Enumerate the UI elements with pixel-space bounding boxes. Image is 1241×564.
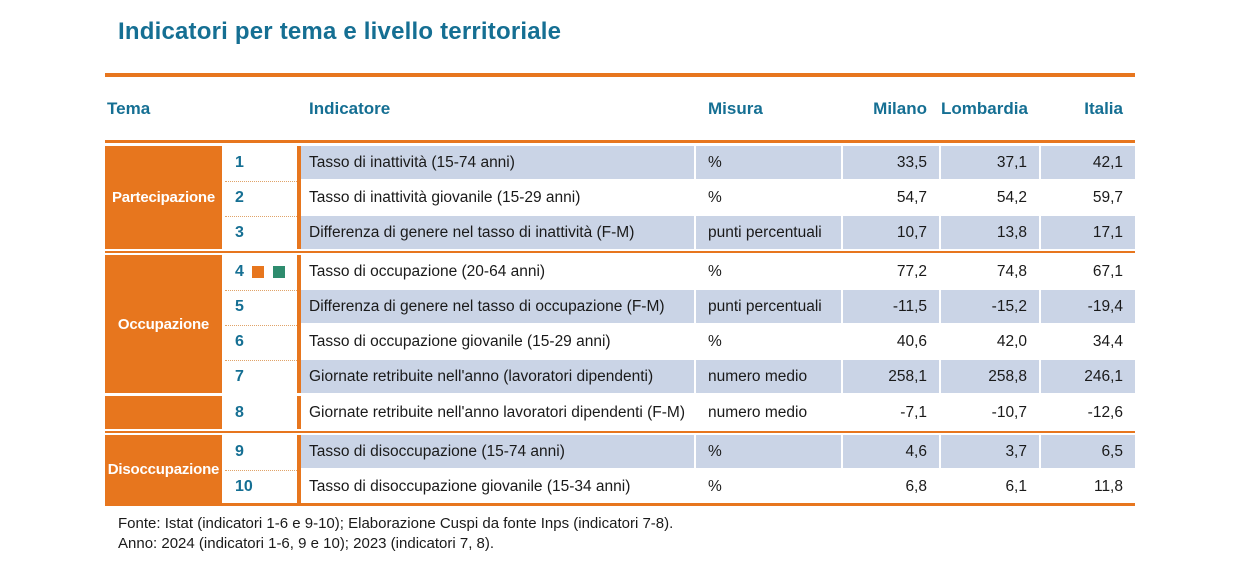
lombardia-value: 258,8: [941, 360, 1039, 393]
indicator-name: Giornate retribuite nell'anno (lavoratori dipendenti): [301, 360, 694, 393]
table-row: [301, 435, 1135, 468]
indicator-name: Tasso di disoccupazione (15-74 anni): [301, 435, 694, 468]
indicator-number-label: 8: [235, 403, 244, 421]
indicator-number-label: 7: [235, 368, 244, 385]
indicator-number-label: 1: [235, 153, 244, 171]
indicator-name: Giornate retribuite nell'anno lavoratori dipendenti (F-M): [301, 396, 694, 429]
measure-value: %: [696, 181, 841, 214]
indicator-number-label: 3: [235, 224, 244, 241]
italia-value: 246,1: [1041, 360, 1135, 393]
header-indicatore: Indicatore: [309, 98, 391, 118]
measure-value: numero medio: [696, 396, 841, 429]
milano-value: 54,7: [843, 181, 939, 214]
italia-value: 6,5: [1041, 435, 1135, 468]
indicator-number-label: 5: [235, 298, 244, 315]
header-misura: Misura: [708, 98, 763, 118]
italia-value: 17,1: [1041, 216, 1135, 249]
header-italia: Italia: [1084, 98, 1123, 118]
indicator-number: [225, 216, 297, 249]
italia-value: 67,1: [1041, 255, 1135, 288]
header-milano: Milano: [873, 98, 927, 118]
indicator-number: [225, 396, 297, 429]
table-row: [301, 216, 1135, 249]
group-rows: [301, 435, 1135, 503]
table-row: [301, 470, 1135, 503]
italia-value: 42,1: [1041, 146, 1135, 179]
group-separator: [105, 251, 1135, 253]
measure-value: %: [696, 325, 841, 358]
table-row: [301, 181, 1135, 214]
measure-value: %: [696, 146, 841, 179]
measure-value: punti percentuali: [696, 290, 841, 323]
indicator-number: [225, 146, 297, 179]
milano-value: 10,7: [843, 216, 939, 249]
group-rows: [301, 146, 1135, 249]
table-body: [105, 146, 1135, 506]
indicator-number-label: 10: [235, 478, 253, 495]
indicator-name: Differenza di genere nel tasso di occupazione (F-M): [301, 290, 694, 323]
indicator-name: Tasso di inattività (15-74 anni): [301, 146, 694, 179]
theme-group-partecipazione: [105, 146, 1135, 249]
indicator-name: Tasso di occupazione giovanile (15-29 anni): [301, 325, 694, 358]
indicator-number-column: [225, 396, 297, 429]
theme-cell-partecipazione: Partecipazione: [105, 146, 222, 249]
page: [0, 18, 1241, 564]
italia-value: -12,6: [1041, 396, 1135, 429]
theme-cell-empty: [105, 396, 222, 429]
indicator-number: [225, 290, 297, 323]
table-row: [301, 146, 1135, 179]
header-lombardia: Lombardia: [941, 98, 1028, 118]
table-row: [301, 325, 1135, 358]
lombardia-value: 3,7: [941, 435, 1039, 468]
lombardia-value: 54,2: [941, 181, 1039, 214]
milano-value: 258,1: [843, 360, 939, 393]
theme-group-occupazione-continued: [105, 396, 1135, 429]
indicator-number-label: 4: [235, 262, 244, 280]
theme-group-occupazione: [105, 255, 1135, 393]
italia-value: 11,8: [1041, 470, 1135, 503]
milano-value: 4,6: [843, 435, 939, 468]
italia-value: 34,4: [1041, 325, 1135, 358]
milano-value: 33,5: [843, 146, 939, 179]
measure-value: %: [696, 435, 841, 468]
lombardia-value: 74,8: [941, 255, 1039, 288]
indicator-name: Tasso di disoccupazione giovanile (15-34 anni): [301, 470, 694, 503]
indicator-number-label: 6: [235, 333, 244, 350]
measure-value: %: [696, 470, 841, 503]
table-header-row: [105, 77, 1135, 140]
table-row: [301, 255, 1135, 288]
indicators-table: [105, 73, 1135, 506]
indicator-number: [225, 360, 297, 393]
footnote-year: Anno: 2024 (indicatori 1-6, 9 e 10); 2023 (indicatori 7, 8).: [118, 535, 495, 552]
table-bottom-rule: [105, 503, 1135, 506]
lombardia-value: 6,1: [941, 470, 1039, 503]
indicator-number: [225, 325, 297, 358]
table-footnotes: [118, 514, 1241, 554]
measure-value: punti percentuali: [696, 216, 841, 249]
milano-value: -7,1: [843, 396, 939, 429]
lombardia-value: 42,0: [941, 325, 1039, 358]
milano-value: 6,8: [843, 470, 939, 503]
table-row: [301, 396, 1135, 429]
italia-value: 59,7: [1041, 181, 1135, 214]
group-rows: [301, 396, 1135, 429]
indicator-number: [225, 435, 297, 468]
indicator-number: [225, 181, 297, 214]
header-bottom-rule: [105, 140, 1135, 143]
table-row: [301, 360, 1135, 393]
milano-value: 40,6: [843, 325, 939, 358]
footnote-source: Fonte: Istat (indicatori 1-6 e 9-10); Elaborazione Cuspi da fonte Inps (indicatori 7-8).: [118, 515, 674, 532]
green-square-icon: [273, 266, 285, 278]
italia-value: -19,4: [1041, 290, 1135, 323]
indicator-number-column: [225, 435, 297, 503]
measure-value: %: [696, 255, 841, 288]
indicator-name: Differenza di genere nel tasso di inattività (F-M): [301, 216, 694, 249]
indicator-name: Tasso di inattività giovanile (15-29 anni): [301, 181, 694, 214]
indicator-name: Tasso di occupazione (20-64 anni): [301, 255, 694, 288]
indicator-number-label: 2: [235, 189, 244, 206]
lombardia-value: -15,2: [941, 290, 1039, 323]
theme-group-disoccupazione: [105, 435, 1135, 503]
group-rows: [301, 255, 1135, 393]
lombardia-value: 13,8: [941, 216, 1039, 249]
indicator-number: [225, 255, 297, 288]
lombardia-value: -10,7: [941, 396, 1039, 429]
indicator-number: [225, 470, 297, 503]
header-tema: Tema: [107, 98, 151, 118]
group-separator: [105, 431, 1135, 433]
theme-cell-disoccupazione: Disoccupazione: [105, 435, 222, 503]
table-row: [301, 290, 1135, 323]
milano-value: 77,2: [843, 255, 939, 288]
milano-value: -11,5: [843, 290, 939, 323]
indicator-number-column: [225, 146, 297, 249]
page-title: Indicatori per tema e livello territoriale: [118, 18, 562, 45]
indicator-number-label: 9: [235, 442, 244, 460]
orange-square-icon: [252, 266, 264, 278]
theme-cell-occupazione: Occupazione: [105, 255, 222, 393]
measure-value: numero medio: [696, 360, 841, 393]
indicator-number-column: [225, 255, 297, 393]
lombardia-value: 37,1: [941, 146, 1039, 179]
